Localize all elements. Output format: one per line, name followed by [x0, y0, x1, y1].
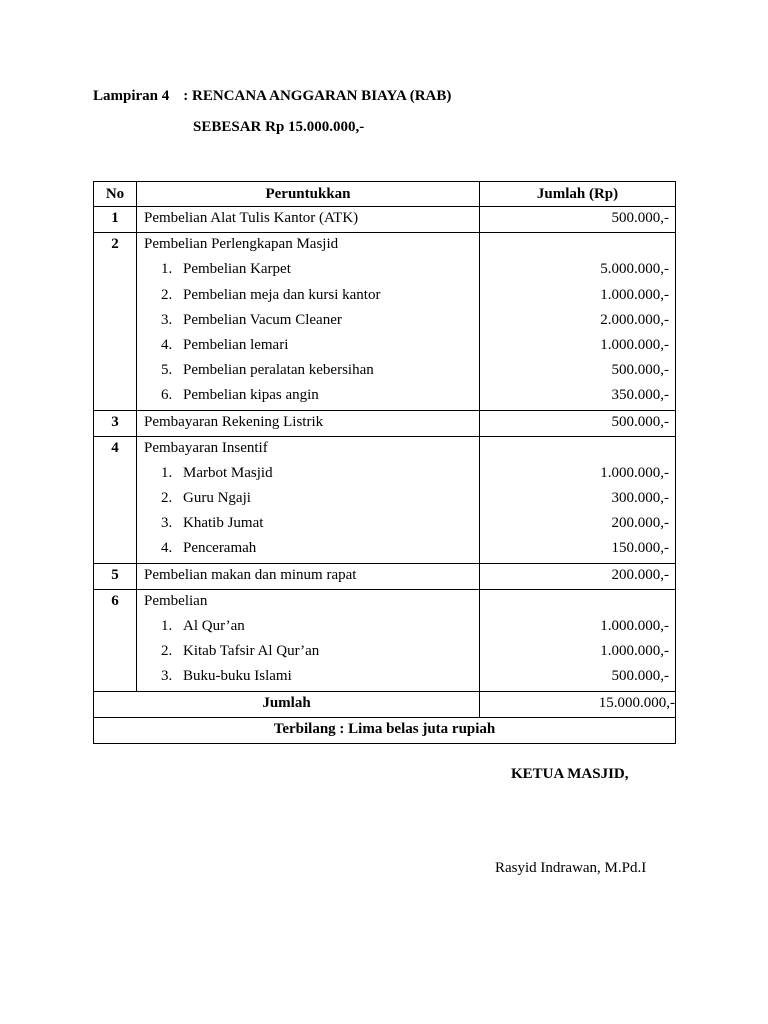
sub-item-amount: 1.000.000,- [600, 464, 669, 481]
row-description [137, 233, 480, 410]
sub-item-label: Khatib Jumat [183, 515, 264, 532]
sub-item-amount: 150.000,- [611, 540, 669, 557]
row-number: 3 [94, 410, 137, 436]
sub-item-label: Marbot Masjid [183, 464, 273, 481]
table-row [94, 436, 676, 563]
row-description [137, 563, 480, 589]
sub-item [137, 258, 479, 283]
row-amount [480, 410, 676, 436]
table-row [94, 233, 676, 410]
document-subtitle: SEBESAR Rp 15.000.000,- [193, 119, 365, 135]
row-label: Pembelian Perlengkapan Masjid [144, 236, 339, 253]
row-amount-value: 500.000,- [611, 413, 669, 430]
sub-item-label: Pembelian meja dan kursi kantor [183, 286, 381, 303]
sub-item-label: Pembelian Vacum Cleaner [183, 311, 342, 328]
table-body [94, 207, 676, 692]
row-number: 1 [94, 207, 137, 233]
table-row [94, 410, 676, 436]
row-description [137, 207, 480, 233]
row-description [137, 589, 480, 691]
row-description [137, 410, 480, 436]
row-amount [480, 233, 676, 410]
row-amount-value: 200.000,- [611, 566, 669, 583]
sub-item-label: Al Qur’an [183, 618, 245, 634]
lampiran-label: Lampiran 4 [93, 88, 170, 104]
table-row [94, 563, 676, 589]
table-row [94, 207, 676, 233]
total-row [94, 691, 676, 717]
sub-item-amount: 500.000,- [611, 362, 669, 379]
sub-item [137, 359, 479, 384]
table-header-row [94, 182, 676, 207]
document-title: : RENCANA ANGGARAN BIAYA (RAB) [183, 88, 452, 104]
row-amount-value: 500.000,- [611, 210, 669, 226]
sub-item-index: 2. [161, 643, 173, 660]
sub-item [137, 512, 479, 537]
sub-item-amount: 1.000.000,- [600, 286, 669, 303]
sub-item-index: 1. [161, 464, 173, 481]
sub-item-index: 1. [161, 261, 173, 278]
sub-item-index: 4. [161, 540, 173, 557]
row-label: Pembelian makan dan minum rapat [144, 566, 357, 583]
sub-item-index: 3. [161, 668, 173, 685]
sub-item-label: Pembelian peralatan kebersihan [183, 362, 374, 379]
sub-item [137, 284, 479, 309]
row-label: Pembayaran Insentif [144, 439, 268, 456]
row-number: 2 [94, 233, 137, 410]
sub-item-amount: 2.000.000,- [600, 311, 669, 328]
document-heading [93, 88, 451, 105]
terbilang-row [94, 717, 676, 743]
row-label: Pembelian [144, 592, 208, 609]
sub-item-label: Kitab Tafsir Al Qur’an [183, 643, 320, 660]
row-number: 6 [94, 589, 137, 691]
total-label: Jumlah [94, 691, 480, 717]
sub-item-index: 4. [161, 336, 173, 353]
row-amount-value [480, 590, 675, 615]
row-label: Pembelian Alat Tulis Kantor (ATK) [144, 210, 359, 226]
sub-item-amount: 200.000,- [611, 515, 669, 532]
row-amount-value [480, 437, 675, 462]
sub-item-amount: 5.000.000,- [600, 261, 669, 278]
sub-item [137, 487, 479, 512]
budget-table [93, 181, 676, 744]
sub-item-index: 3. [161, 515, 173, 532]
sub-item [137, 615, 479, 640]
sub-item [137, 309, 479, 334]
table-row [94, 589, 676, 691]
sub-item-index: 2. [161, 286, 173, 303]
row-number: 4 [94, 436, 137, 563]
sub-item [137, 462, 479, 487]
sub-item-amount: 500.000,- [611, 668, 669, 685]
sub-item [137, 665, 479, 690]
sub-item-amount: 1.000.000,- [600, 643, 669, 660]
column-header-no: No [94, 182, 137, 207]
sub-item-amount: 1.000.000,- [600, 336, 669, 353]
signature-role: KETUA MASJID, [511, 766, 629, 782]
signature-name: Rasyid Indrawan, M.Pd.I [495, 860, 647, 876]
sub-item-label: Buku-buku Islami [183, 668, 292, 685]
sub-item-amount: 1.000.000,- [600, 618, 669, 634]
sub-item-amount: 350.000,- [611, 387, 669, 404]
row-amount [480, 589, 676, 691]
column-header-jumlah: Jumlah (Rp) [480, 182, 676, 207]
sub-item-label: Penceramah [183, 540, 257, 557]
sub-item [137, 537, 479, 562]
sub-item-label: Pembelian kipas angin [183, 387, 319, 404]
column-header-peruntukkan: Peruntukkan [137, 182, 480, 207]
sub-item-index: 3. [161, 311, 173, 328]
row-label: Pembayaran Rekening Listrik [144, 413, 324, 430]
sub-item-label: Pembelian lemari [183, 336, 289, 353]
sub-item-index: 1. [161, 618, 173, 634]
sub-item-label: Pembelian Karpet [183, 261, 291, 278]
sub-item-index: 2. [161, 490, 173, 507]
row-amount [480, 563, 676, 589]
row-number: 5 [94, 563, 137, 589]
row-amount [480, 436, 676, 563]
row-description [137, 436, 480, 563]
total-amount: 15.000.000,- [480, 691, 676, 717]
sub-item-amount: 300.000,- [611, 490, 669, 507]
terbilang-text: Terbilang : Lima belas juta rupiah [94, 717, 676, 743]
sub-item-index: 5. [161, 362, 173, 379]
sub-item-index: 6. [161, 387, 173, 404]
sub-item [137, 384, 479, 409]
sub-item-label: Guru Ngaji [183, 490, 251, 507]
sub-item [137, 334, 479, 359]
row-amount [480, 207, 676, 233]
sub-item [137, 640, 479, 665]
row-amount-value [480, 233, 675, 258]
